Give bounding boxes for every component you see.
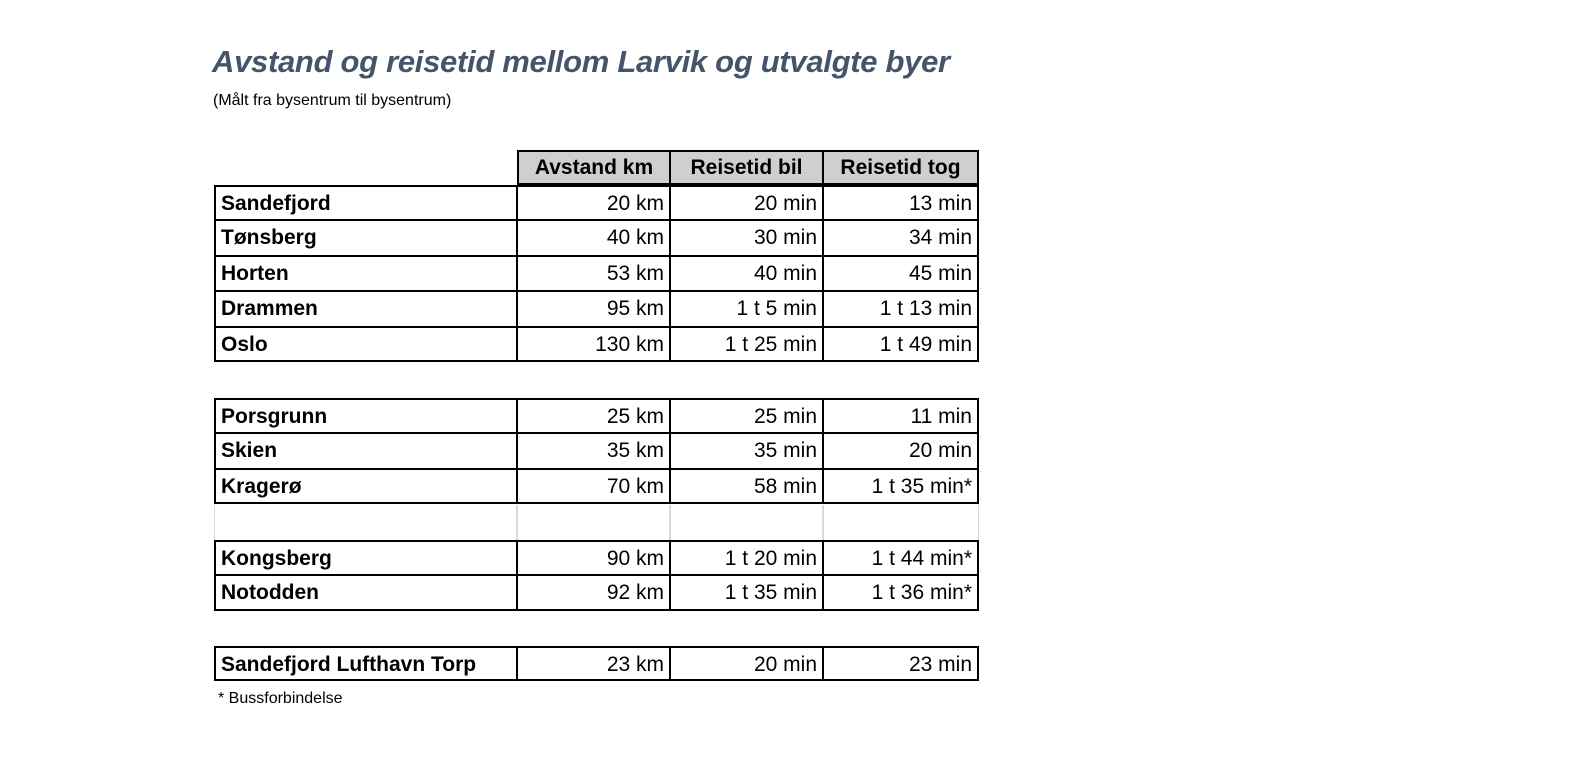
header-train-time: Reisetid tog: [823, 150, 979, 185]
table-row: [214, 540, 979, 575]
city-cell: Sandefjord Lufthavn Torp: [214, 646, 517, 681]
car-time-cell: 25 min: [670, 398, 823, 433]
city-cell: Horten: [214, 256, 517, 291]
table-header: [517, 150, 979, 185]
page-subtitle: (Målt fra bysentrum til bysentrum): [213, 92, 452, 109]
page-title: Avstand og reisetid mellom Larvik og utvalgte byer: [212, 44, 950, 79]
distance-cell: 25 km: [517, 398, 670, 433]
car-time-cell: 20 min: [670, 646, 823, 681]
city-cell: Porsgrunn: [214, 398, 517, 433]
table-row: [214, 291, 979, 326]
distance-cell: 35 km: [517, 433, 670, 468]
train-time-cell: 1 t 35 min*: [823, 469, 979, 504]
train-time-cell: 11 min: [823, 398, 979, 433]
table-row: [214, 433, 979, 468]
distance-cell: 40 km: [517, 220, 670, 255]
table-group-airport: [214, 646, 979, 681]
distance-cell: 53 km: [517, 256, 670, 291]
footnote: * Bussforbindelse: [218, 690, 343, 707]
train-time-cell: 1 t 44 min*: [823, 540, 979, 575]
train-time-cell: 1 t 13 min: [823, 291, 979, 326]
empty-spacer-row: [214, 505, 979, 540]
table-row: [214, 398, 979, 433]
car-time-cell: 1 t 35 min: [670, 575, 823, 610]
header-car-time: Reisetid bil: [670, 150, 823, 185]
car-time-cell: 58 min: [670, 469, 823, 504]
car-time-cell: 40 min: [670, 256, 823, 291]
city-cell: Oslo: [214, 327, 517, 362]
train-time-cell: 23 min: [823, 646, 979, 681]
table-row: [214, 646, 979, 681]
spacer-cell: [214, 505, 517, 540]
train-time-cell: 1 t 49 min: [823, 327, 979, 362]
distance-cell: 92 km: [517, 575, 670, 610]
car-time-cell: 1 t 20 min: [670, 540, 823, 575]
car-time-cell: 35 min: [670, 433, 823, 468]
train-time-cell: 13 min: [823, 185, 979, 220]
table-row: [214, 575, 979, 610]
table-row: [214, 256, 979, 291]
car-time-cell: 20 min: [670, 185, 823, 220]
city-cell: Tønsberg: [214, 220, 517, 255]
city-cell: Skien: [214, 433, 517, 468]
table-group-buskerud: [214, 540, 979, 611]
table-row: [214, 220, 979, 255]
car-time-cell: 1 t 5 min: [670, 291, 823, 326]
city-cell: Kragerø: [214, 469, 517, 504]
header-distance: Avstand km: [517, 150, 670, 185]
table-row: [214, 327, 979, 362]
city-cell: Sandefjord: [214, 185, 517, 220]
table-row: [214, 469, 979, 504]
city-cell: Drammen: [214, 291, 517, 326]
car-time-cell: 30 min: [670, 220, 823, 255]
train-time-cell: 45 min: [823, 256, 979, 291]
train-time-cell: 34 min: [823, 220, 979, 255]
distance-cell: 23 km: [517, 646, 670, 681]
distance-cell: 130 km: [517, 327, 670, 362]
table-row: [214, 185, 979, 220]
train-time-cell: 1 t 36 min*: [823, 575, 979, 610]
spacer-cell: [670, 505, 823, 540]
train-time-cell: 20 min: [823, 433, 979, 468]
distance-cell: 20 km: [517, 185, 670, 220]
distance-cell: 90 km: [517, 540, 670, 575]
city-cell: Kongsberg: [214, 540, 517, 575]
spacer-cell: [517, 505, 670, 540]
car-time-cell: 1 t 25 min: [670, 327, 823, 362]
city-cell: Notodden: [214, 575, 517, 610]
distance-cell: 95 km: [517, 291, 670, 326]
spacer-cell: [823, 505, 979, 540]
table-group-vestfold: [214, 185, 979, 362]
distance-cell: 70 km: [517, 469, 670, 504]
table-group-telemark: [214, 398, 979, 504]
